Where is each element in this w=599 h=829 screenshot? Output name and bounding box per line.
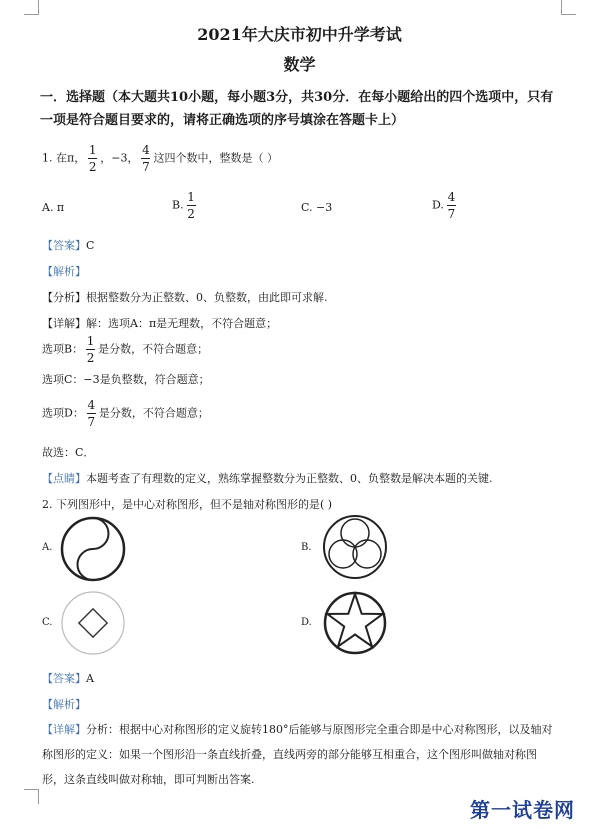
yin-yang-figure — [60, 516, 126, 582]
q1-stem-part-b: ，−3， — [100, 151, 139, 165]
q2-answer — [42, 670, 94, 686]
q1-fraction-four-sevenths — [141, 143, 150, 174]
option-d-text: 是分数，不符合题意； — [98, 406, 209, 420]
xiangjie-text: 解：选项A：π是无理数，不符合题意； — [86, 317, 278, 330]
q1-option-c: C. −3 — [301, 201, 333, 214]
q1-stem — [42, 143, 278, 174]
q1-stem-part-c: 这四个数中，整数是（ ） — [153, 151, 278, 165]
answer-tag: 【答案】 — [42, 239, 86, 252]
fraction-denominator: 7 — [447, 207, 456, 221]
fraction-numerator: 1 — [88, 143, 97, 157]
fraction-numerator: 4 — [447, 190, 456, 204]
q2-stem: 2. 下列图形中，是中心对称图形，但不是轴对称图形的是( ) — [42, 498, 333, 511]
q2-option-a-label: A. — [42, 542, 53, 553]
fraction-denominator: 2 — [88, 160, 97, 174]
section-heading-line1: 一．选择题（本大题共10小题，每小题3分，共30分．在每小题给出的四个选项中，只有 — [40, 90, 554, 105]
corner-mark-bottom-left — [24, 789, 39, 804]
q2-option-b-label: B. — [301, 542, 312, 553]
q1-option-c-explanation: 选项C：−3是负整数，符合题意； — [42, 373, 210, 386]
answer-value: A — [86, 672, 94, 685]
option-b-fraction — [86, 334, 95, 365]
three-circles-figure — [322, 514, 388, 580]
option-b-text: 是分数，不符合题意； — [98, 342, 209, 356]
subject-title: 数学 — [283, 55, 316, 74]
fraction-bar — [86, 349, 95, 350]
fenxi-text: 根据整数分为正整数、0、负整数，由此即可求解. — [86, 291, 328, 304]
star-in-circle-figure — [322, 590, 388, 656]
option-label: D. — [432, 198, 444, 212]
option-d-label: 选项D： — [42, 406, 84, 420]
fraction-denominator: 2 — [86, 351, 95, 365]
coin-with-square-figure — [60, 590, 126, 656]
q1-option-b-fraction — [187, 190, 196, 221]
q1-fenxi — [42, 289, 328, 305]
q2-option-d-label: D. — [301, 617, 312, 628]
q1-stem-part-a: 1. 在π， — [42, 151, 86, 165]
q2-xiangjie-line2: 称图形的定义：如果一个图形沿一条直线折叠，直线两旁的部分能够互相重合，这个图形叫做轴对称图 — [42, 748, 537, 761]
option-b-label: 选项B： — [42, 342, 84, 356]
dianjing-tag: 【点睛】 — [42, 472, 86, 485]
q2-option-c-label: C. — [42, 617, 53, 628]
fenxi-tag: 【分析】 — [42, 291, 86, 304]
q1-option-b — [172, 190, 199, 221]
answer-tag: 【答案】 — [42, 672, 86, 685]
fraction-bar — [87, 413, 96, 414]
fraction-numerator: 1 — [86, 334, 95, 348]
fraction-denominator: 7 — [87, 415, 96, 429]
corner-mark-top-right — [561, 0, 576, 15]
q2-xiangjie-line3: 形，这条直线叫做对称轴，即可判断出答案. — [42, 773, 255, 786]
fraction-numerator: 1 — [187, 190, 195, 204]
fraction-bar — [141, 158, 150, 159]
q1-option-d — [432, 190, 459, 221]
xiangjie-text: 分析：根据中心对称图形的定义旋转180°后能够与原图形完全重合即是中心对称图形，以及轴对 — [86, 723, 553, 736]
q2-analysis-tag: 【解析】 — [42, 698, 86, 711]
fraction-denominator: 2 — [187, 207, 195, 221]
q1-dianjing — [42, 470, 493, 486]
option-d-fraction — [87, 398, 96, 429]
corner-mark-top-left — [24, 0, 39, 15]
q1-fraction-half — [88, 143, 97, 174]
fraction-bar — [187, 205, 196, 206]
q1-option-a: A. π — [42, 201, 65, 214]
q1-analysis-tag: 【解析】 — [42, 265, 86, 278]
q1-option-b-explanation — [42, 334, 208, 365]
fraction-bar — [88, 158, 97, 159]
site-watermark: 第一试卷网 — [470, 798, 575, 822]
q1-answer — [42, 237, 94, 253]
fraction-bar — [447, 205, 456, 206]
xiangjie-tag: 【详解】 — [42, 723, 86, 736]
q1-xiangjie — [42, 315, 277, 331]
section-heading-line2: 一项是符合题目要求的，请将正确选项的序号填涂在答题卡上） — [40, 113, 405, 128]
q1-conclusion: 故选：C． — [42, 446, 95, 459]
dianjing-text: 本题考查了有理数的定义，熟练掌握整数分为正整数、0、负整数是解决本题的关键. — [86, 472, 493, 485]
exam-title: 2021年大庆市初中升学考试 — [197, 25, 402, 44]
answer-value: C — [86, 239, 95, 252]
option-label: B. — [172, 198, 184, 212]
fraction-numerator: 4 — [142, 143, 150, 157]
fraction-denominator: 7 — [142, 160, 150, 174]
q1-option-d-fraction — [447, 190, 456, 221]
xiangjie-tag: 【详解】 — [42, 317, 86, 330]
fraction-numerator: 4 — [87, 398, 96, 412]
q1-option-d-explanation — [42, 398, 209, 429]
q2-xiangjie-line1 — [42, 721, 553, 737]
